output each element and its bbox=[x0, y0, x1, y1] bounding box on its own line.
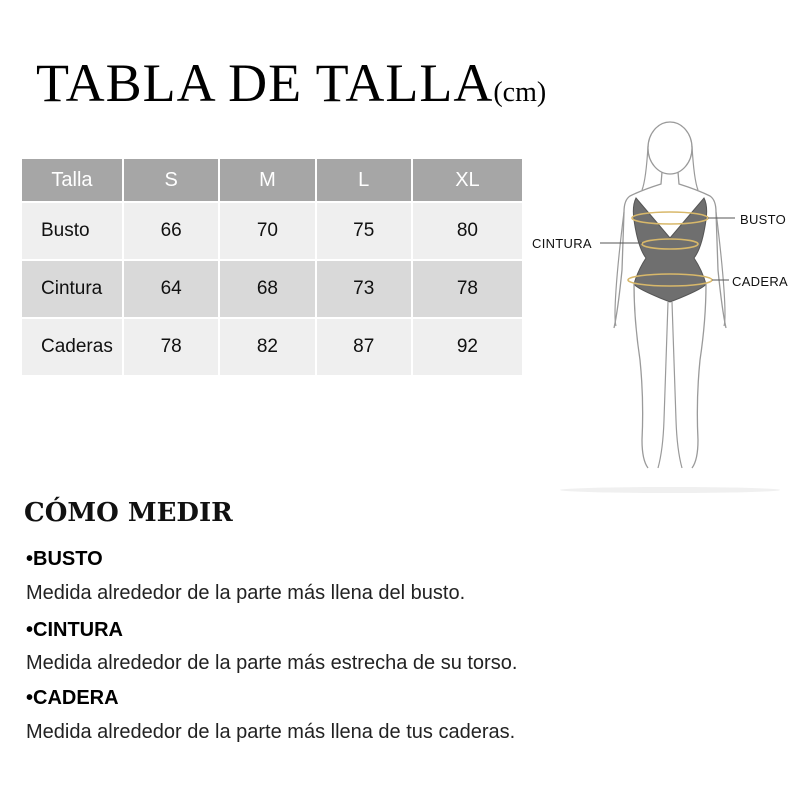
title-main: TABLA DE TALLA bbox=[36, 53, 494, 113]
table-row bbox=[22, 203, 522, 259]
page-title bbox=[36, 52, 546, 114]
figure-label-cintura: CINTURA bbox=[532, 236, 592, 251]
table-cell: 70 bbox=[220, 203, 314, 259]
table-cell: 80 bbox=[413, 203, 522, 259]
header-size: Talla bbox=[22, 159, 122, 201]
table-header-row bbox=[22, 159, 522, 201]
figure-label-cadera: CADERA bbox=[732, 274, 788, 289]
header-s: S bbox=[124, 159, 218, 201]
header-m: M bbox=[220, 159, 314, 201]
bullet-text-cadera: Medida alrededor de la parte más llena de tus caderas. bbox=[26, 721, 516, 743]
table-cell: 75 bbox=[317, 203, 411, 259]
bullet-heading-busto: •BUSTO bbox=[26, 548, 103, 570]
table-cell: 78 bbox=[124, 319, 218, 375]
row-label-cintura: Cintura bbox=[22, 261, 122, 317]
bullet-text-cintura: Medida alrededor de la parte más estrecha de su torso. bbox=[26, 652, 518, 674]
header-l: L bbox=[317, 159, 411, 201]
table-cell: 78 bbox=[413, 261, 522, 317]
table-cell: 68 bbox=[220, 261, 314, 317]
body-silhouette-illustration bbox=[530, 120, 800, 500]
table-cell: 92 bbox=[413, 319, 522, 375]
row-label-busto: Busto bbox=[22, 203, 122, 259]
table-row bbox=[22, 319, 522, 375]
table-row bbox=[22, 261, 522, 317]
title-unit: (cm) bbox=[493, 77, 547, 108]
table-cell: 82 bbox=[220, 319, 314, 375]
body-measurement-figure bbox=[530, 120, 800, 500]
figure-label-busto: BUSTO bbox=[740, 212, 787, 227]
table-cell: 66 bbox=[124, 203, 218, 259]
row-label-caderas: Caderas bbox=[22, 319, 122, 375]
header-xl: XL bbox=[413, 159, 522, 201]
bullet-heading-cadera: •CADERA bbox=[26, 687, 119, 709]
bullet-heading-cintura: •CINTURA bbox=[26, 619, 123, 641]
table-cell: 73 bbox=[317, 261, 411, 317]
size-chart-table bbox=[20, 157, 524, 377]
table-cell: 87 bbox=[317, 319, 411, 375]
how-to-measure-title: CÓMO MEDIR bbox=[24, 498, 233, 528]
table-cell: 64 bbox=[124, 261, 218, 317]
bullet-text-busto: Medida alrededor de la parte más llena del busto. bbox=[26, 582, 466, 604]
